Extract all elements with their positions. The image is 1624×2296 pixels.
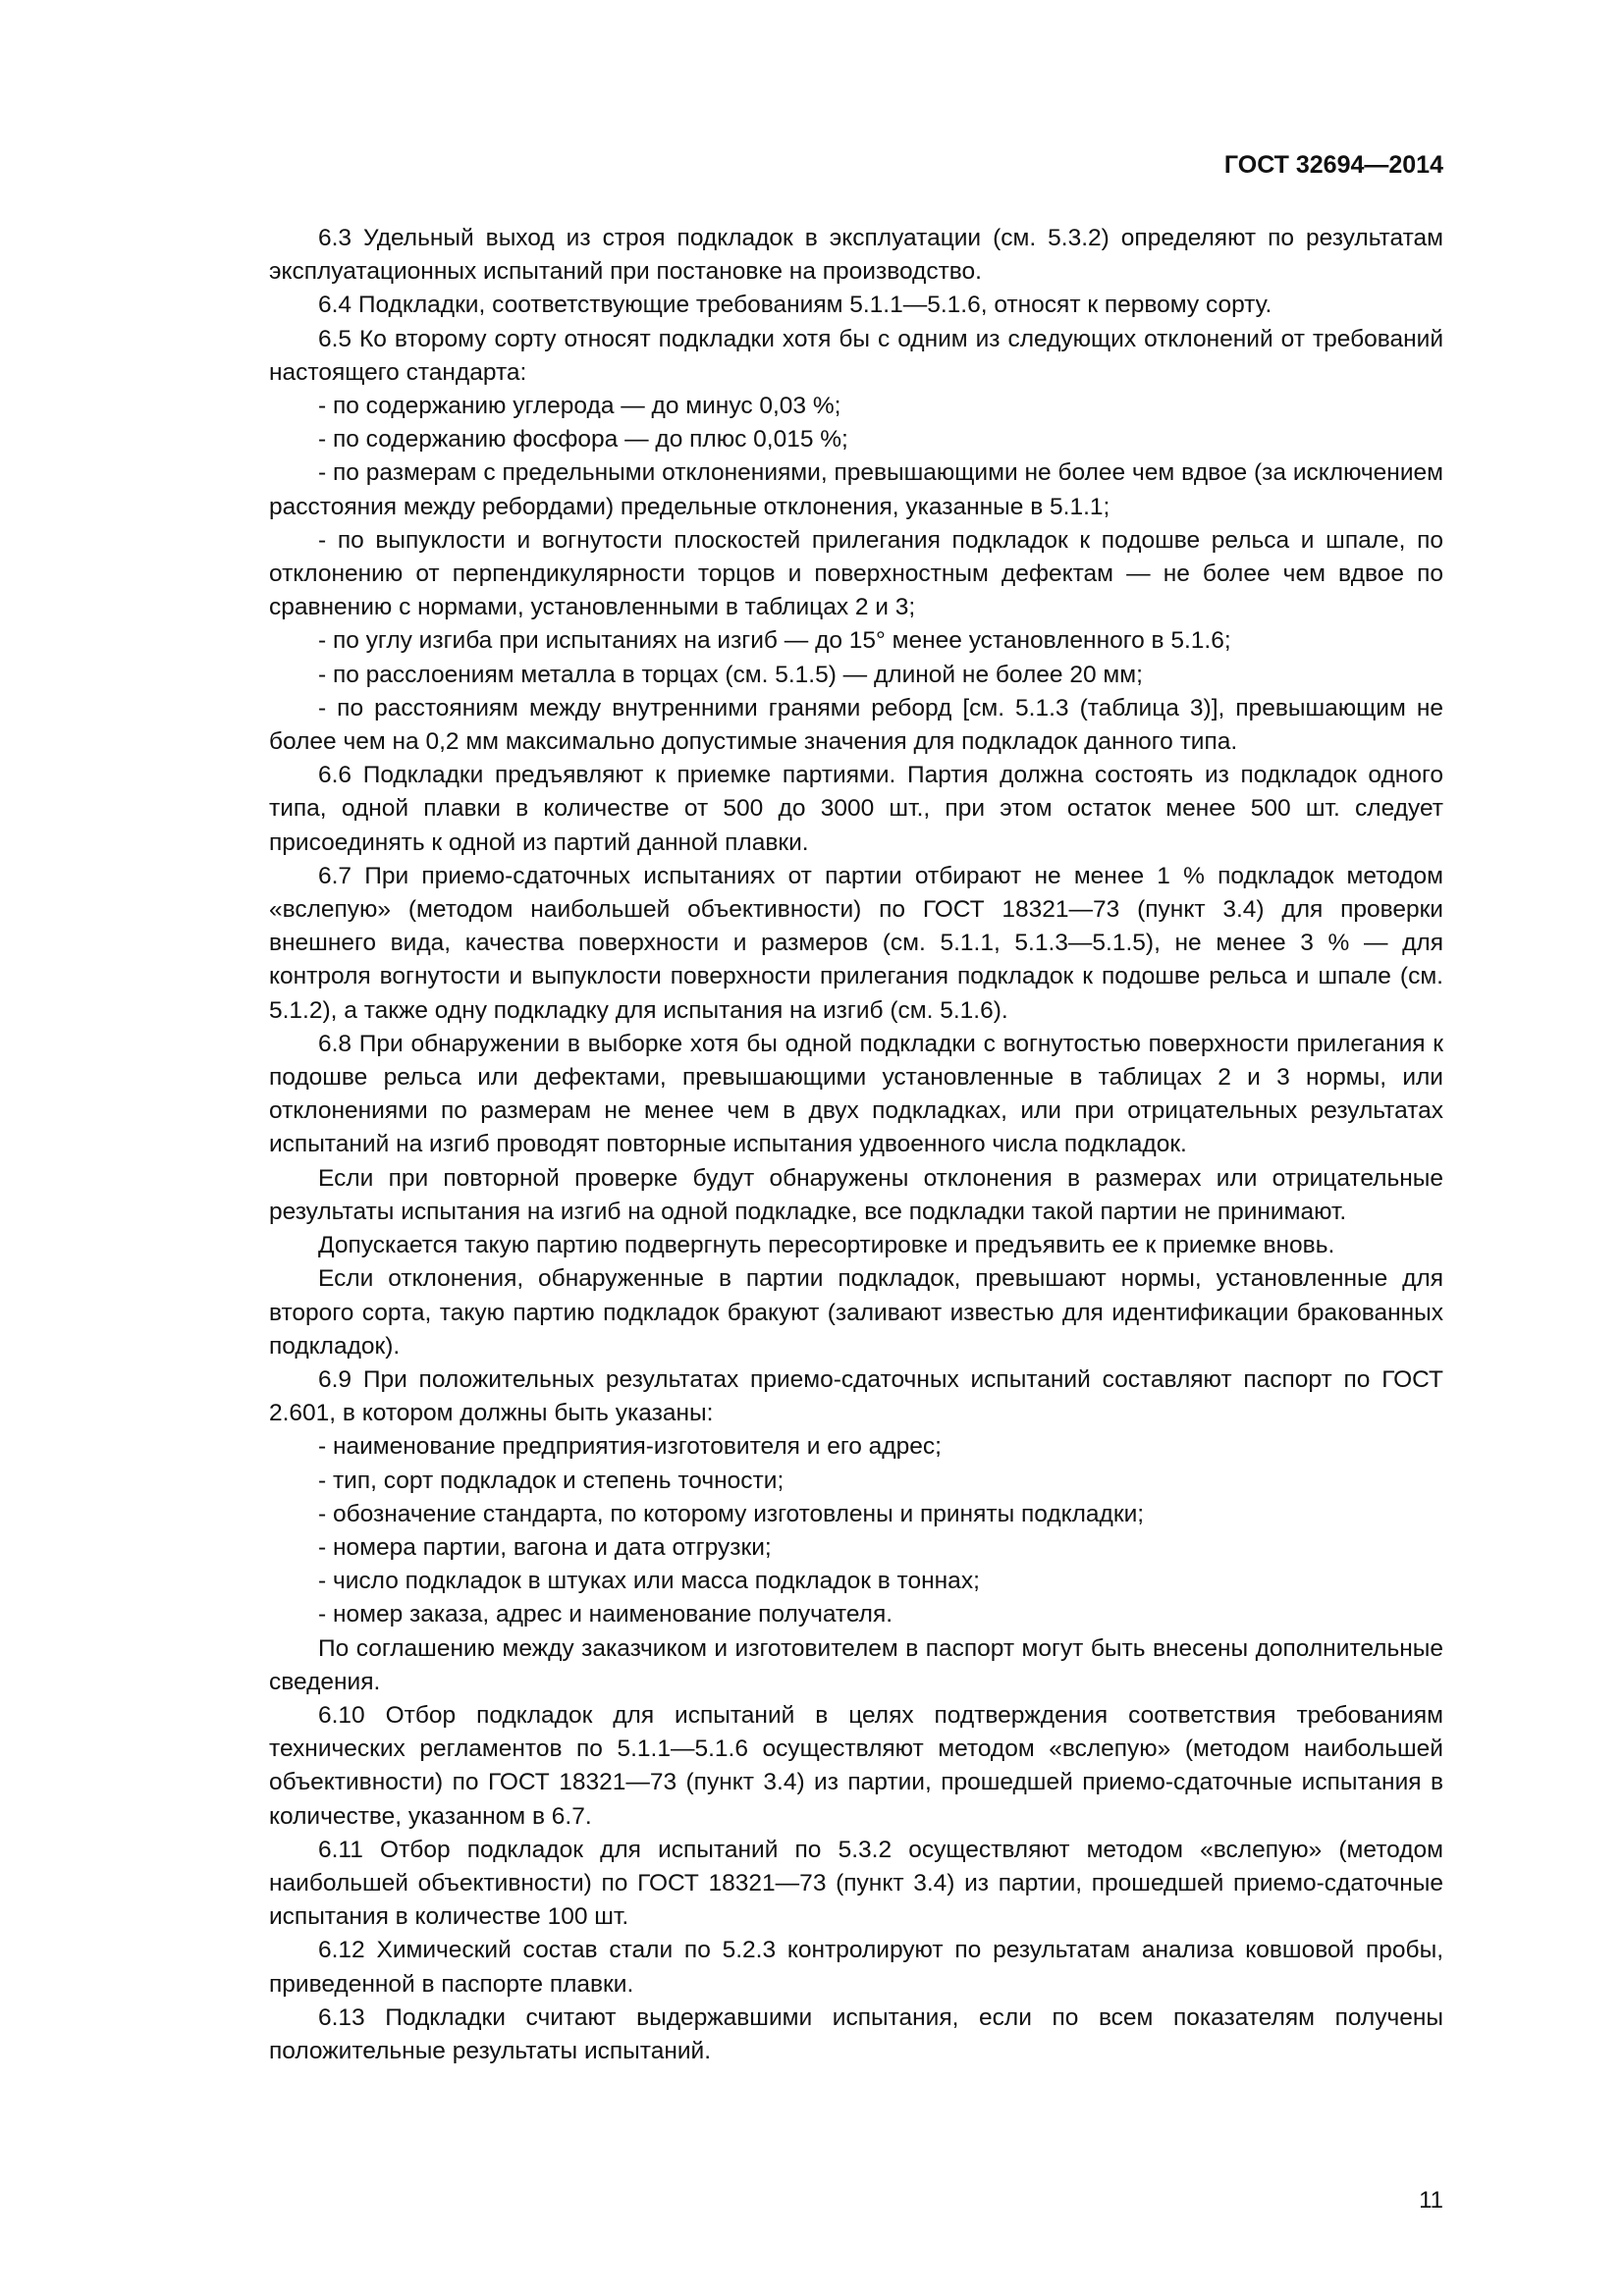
paragraph-6-5: 6.5 Ко второму сорту относят подкладки хотя бы с одним из следующих отклонений от требований настоящего стандарта: xyxy=(269,325,1443,386)
paragraph-6-8: 6.8 При обнаружении в выборке хотя бы одной подкладки с вогнутостью поверхности прилегания к подошве рельса или дефектами, превышающими установленные в таблицах 2 и 3 нормы, или отклонениями по размерам не менее чем в двух подкладках, или при отрицательных результатах испытаний на изгиб проводят повторные испытания удвоенного числа подкладок. xyxy=(269,1030,1443,1158)
list-item: - по расстояниям между внутренними гранями реборд [см. 5.1.3 (таблица 3)], превышающим не более чем на 0,2 мм максимально допустимые значения для подкладок данного типа. xyxy=(269,694,1443,756)
list-item: - номера партии, вагона и дата отгрузки; xyxy=(318,1533,772,1561)
list-item: - обозначение стандарта, по которому изготовлены и приняты подкладки; xyxy=(318,1500,1145,1527)
paragraph-6-7: 6.7 При приемо-сдаточных испытаниях от партии отбирают не менее 1 % подкладок методом «вслепую» (методом наибольшей объективности) по ГОСТ 18321—73 (пункт 3.4) для проверки внешнего вида, качества поверхности и размеров (см. 5.1.1, 5.1.3—5.1.5), не менее 3 % — для контроля вогнутости и выпуклости поверхности прилегания подкладок к подошве рельса и шпале (см. 5.1.2), а также одну подкладку для испытания на изгиб (см. 5.1.6). xyxy=(269,862,1443,1024)
paragraph-6-12: 6.12 Химический состав стали по 5.2.3 контролируют по результатам анализа ковшовой пробы, приведенной в паспорте плавки. xyxy=(269,1937,1443,1998)
paragraph: По соглашению между заказчиком и изготовителем в паспорт могут быть внесены дополнительные сведения. xyxy=(269,1634,1443,1695)
list-item: - по размерам с предельными отклонениями, превышающими не более чем вдвое (за исключением расстояния между ребордами) предельные отклонения, указанные в 5.1.1; xyxy=(269,459,1443,520)
list-item: - по расслоениям металла в торцах (см. 5.1.5) — длиной не более 20 мм; xyxy=(318,661,1143,688)
list-item: - по выпуклости и вогнутости плоскостей прилегания подкладок к подошве рельса и шпале, по отклонению от перпендикулярности торцов и поверхностным дефектам — не более чем вдвое по сравнению с нормами, установленными в таблицах 2 и 3; xyxy=(269,526,1443,621)
list-item: - по углу изгиба при испытаниях на изгиб — до 15° менее установленного в 5.1.6; xyxy=(318,627,1231,655)
paragraph-6-4: 6.4 Подкладки, соответствующие требованиям 5.1.1—5.1.6, относят к первому сорту. xyxy=(318,292,1272,319)
paragraph-6-3: 6.3 Удельный выход из строя подкладок в эксплуатации (см. 5.3.2) определяют по результатам эксплуатационных испытаний при постановке на производство. xyxy=(269,225,1443,286)
list-item: - номер заказа, адрес и наименование получателя. xyxy=(318,1601,893,1629)
body-text xyxy=(269,222,1443,2068)
list-item: - тип, сорт подкладок и степень точности; xyxy=(318,1467,785,1494)
document-code-header: ГОСТ 32694—2014 xyxy=(1223,151,1443,179)
paragraph-6-10: 6.10 Отбор подкладок для испытаний в целях подтверждения соответствия требованиям технических регламентов по 5.1.1—5.1.6 осуществляют методом «вслепую» (методом наибольшей объективности) по ГОСТ 18321—73 (пункт 3.4) из партии, прошедшей приемо-сдаточные испытания в количестве, указанном в 6.7. xyxy=(269,1701,1443,1830)
paragraph: Если при повторной проверке будут обнаружены отклонения в размерах или отрицательные результаты испытания на изгиб на одной подкладке, все подкладки такой партии не принимают. xyxy=(269,1164,1443,1225)
list-item: - число подкладок в штуках или масса подкладок в тоннах; xyxy=(318,1568,980,1595)
paragraph: Если отклонения, обнаруженные в партии подкладок, превышают нормы, установленные для второго сорта, такую партию подкладок бракуют (заливают известью для идентификации бракованных подкладок). xyxy=(269,1265,1443,1360)
page-number: 11 xyxy=(1419,2187,1443,2214)
paragraph-6-13: 6.13 Подкладки считают выдержавшими испытания, если по всем показателям получены положительные результаты испытаний. xyxy=(269,2003,1443,2064)
paragraph-6-6: 6.6 Подкладки предъявляют к приемке партиями. Партия должна состоять из подкладок одного типа, одной плавки в количестве от 500 до 3000 шт., при этом остаток менее 500 шт. следует присоединять к одной из партий данной плавки. xyxy=(269,762,1443,856)
list-item: - по содержанию фосфора — до плюс 0,015 %; xyxy=(318,426,848,454)
list-item: - наименование предприятия-изготовителя и его адрес; xyxy=(318,1433,942,1461)
paragraph: Допускается такую партию подвергнуть пересортировке и предъявить ее к приемке вновь. xyxy=(318,1232,1335,1259)
paragraph-6-11: 6.11 Отбор подкладок для испытаний по 5.3.2 осуществляют методом «вслепую» (методом наибольшей объективности) по ГОСТ 18321—73 (пункт 3.4) из партии, прошедшей приемо-сдаточные испытания в количестве 100 шт. xyxy=(269,1836,1443,1931)
paragraph-6-9: 6.9 При положительных результатах приемо-сдаточных испытаний составляют паспорт по ГОСТ 2.601, в котором должны быть указаны: xyxy=(269,1365,1443,1427)
list-item: - по содержанию углерода — до минус 0,03 %; xyxy=(318,393,841,420)
